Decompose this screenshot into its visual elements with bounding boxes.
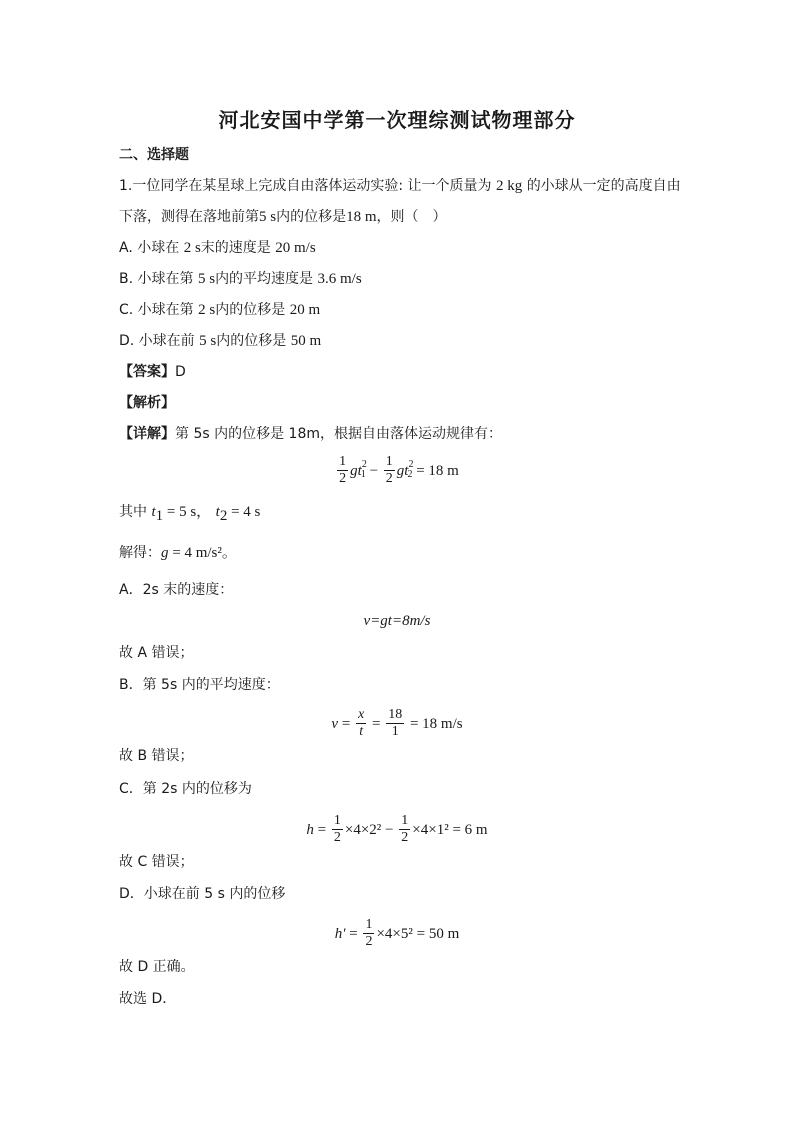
- question-text: 1.一位同学在某星球上完成自由落体运动实验: 让一个质量为: [119, 178, 492, 194]
- solve-value: = 4 m/s²。: [168, 545, 237, 561]
- part-a-label: A．2s 末的速度：: [119, 582, 234, 598]
- exponent: 2: [408, 458, 414, 470]
- option-value: 2 s: [198, 302, 216, 318]
- fraction-half: [332, 813, 343, 846]
- fraction-half: [399, 813, 410, 846]
- formula-part-b: v = $\frac{x}{t}$ = $\frac{18}{1}$ = 18 m/s: [331, 707, 463, 739]
- option-value: 20 m/s: [275, 240, 316, 256]
- fraction-18-over-1: [386, 707, 404, 740]
- value: = 5 s，: [163, 504, 212, 520]
- option-text: 内的平均速度是: [215, 271, 314, 287]
- denominator: 2: [339, 471, 347, 486]
- numerator: 1: [385, 454, 393, 469]
- formula-part-a: v=gt=8m/s: [363, 613, 431, 629]
- option-text: 末的速度是: [200, 240, 271, 256]
- final-answer: 故选 D．: [119, 991, 177, 1007]
- option-value: 3.6 m/s: [317, 271, 362, 287]
- subscript: 1: [155, 507, 164, 524]
- part-b-conclusion: 故 B 错误；: [119, 748, 194, 764]
- formula-term: ×4×2² −: [344, 821, 394, 838]
- part-c-conclusion: 故 C 错误；: [119, 854, 194, 870]
- symbol-t: t: [215, 504, 220, 520]
- numerator: 1: [365, 917, 373, 932]
- option-d: [119, 331, 321, 351]
- formula-rhs: = 18 m/s: [409, 715, 463, 732]
- answer-label: 【答案】: [119, 364, 175, 380]
- question-text: 内的位移是: [276, 209, 347, 225]
- where-text: 其中: [119, 504, 147, 520]
- formula-rhs: = 18 m: [416, 462, 459, 479]
- option-value: 50 m: [290, 333, 322, 349]
- symbol-h-prime: h′: [334, 925, 346, 942]
- fraction-half: [337, 454, 348, 487]
- exponent: 2: [361, 458, 367, 470]
- part-a-conclusion: 故 A 错误；: [119, 645, 194, 661]
- analysis-label: 【解析】: [119, 395, 175, 411]
- displacement-value: 18 m: [346, 209, 377, 225]
- denominator: 2: [333, 830, 341, 845]
- part-d-conclusion: 故 D 正确。: [119, 959, 195, 975]
- subscript: 2: [407, 468, 413, 480]
- question-text: ，则（ ）: [376, 209, 447, 225]
- detail-label: 【详解】: [119, 426, 175, 442]
- formula-part-c: h = $\frac{1}{2}$ ×4×2² − $\frac{1}{2}$ ×4×1² = 6 m: [306, 813, 488, 845]
- mass-value: 2 kg: [495, 178, 523, 194]
- fraction-half: [384, 454, 395, 487]
- symbol-t: t: [151, 504, 156, 520]
- question-text: 下落，测得在落地前第: [119, 209, 259, 225]
- numerator: x: [358, 707, 365, 722]
- symbol-g: g: [161, 545, 169, 561]
- option-value: 5 s: [197, 271, 216, 287]
- fraction-x-over-t: [356, 707, 366, 740]
- detail-line: [119, 424, 502, 444]
- option-text: D. 小球在前: [119, 333, 195, 349]
- where-line: [119, 502, 260, 526]
- numerator: 1: [333, 813, 341, 828]
- option-text: 内的位移是: [215, 302, 286, 318]
- part-c-label: C．第 2s 内的位移为: [119, 781, 252, 797]
- option-value: 5 s: [199, 333, 217, 349]
- detail-text: 第 5s 内的位移是 18m，根据自由落体运动规律有：: [175, 426, 503, 442]
- denominator: 2: [401, 830, 409, 845]
- option-c: [119, 300, 320, 320]
- option-text: A. 小球在: [119, 240, 180, 256]
- minus-sign: −: [369, 462, 379, 479]
- formula-free-fall: [0, 454, 794, 487]
- denominator: 2: [385, 471, 393, 486]
- denominator: 1: [391, 724, 399, 739]
- fraction-half: [363, 917, 374, 950]
- subscript: 2: [219, 507, 228, 524]
- formula-term: ×4×5² = 50 m: [376, 925, 460, 942]
- formula-term: ×4×1² = 6 m: [412, 821, 488, 838]
- numerator: 18: [388, 707, 403, 722]
- answer-value: D: [175, 364, 186, 380]
- answer-line: [119, 362, 186, 382]
- solve-text: 解得：: [119, 545, 161, 561]
- solve-line: [119, 543, 237, 563]
- question-text: 的小球从一定的高度自由: [526, 178, 681, 194]
- symbol-g: g: [396, 462, 405, 479]
- formula-part-d: h′ = $\frac{1}{2}$ ×4×5² = 50 m: [334, 917, 460, 949]
- part-b-label: B．第 5s 内的平均速度：: [119, 677, 280, 693]
- option-value: 20 m: [289, 302, 321, 318]
- denominator: 2: [365, 934, 373, 949]
- symbol-v: v: [331, 715, 339, 732]
- symbol-t: t: [357, 462, 362, 479]
- section-heading: 二、选择题: [119, 147, 189, 163]
- denominator: t: [359, 724, 364, 739]
- option-text: B. 小球在第: [119, 271, 194, 287]
- option-value: 2 s: [183, 240, 201, 256]
- symbol-t: t: [404, 462, 409, 479]
- subscript: 1: [360, 468, 366, 480]
- page-title: 河北安国中学第一次理综测试物理部分: [218, 108, 576, 132]
- question-line-2: [119, 207, 447, 227]
- option-text: 内的位移是: [216, 333, 287, 349]
- option-b: [119, 269, 362, 289]
- option-text: C. 小球在第: [119, 302, 194, 318]
- symbol-h: h: [306, 821, 314, 838]
- value: = 4 s: [227, 504, 261, 520]
- part-d-label: D．小球在前 5 s 内的位移: [119, 886, 286, 902]
- symbol-g: g: [350, 462, 358, 479]
- numerator: 1: [339, 454, 347, 469]
- option-a: [119, 238, 316, 258]
- numerator: 1: [401, 813, 409, 828]
- time-value: 5 s: [259, 209, 277, 225]
- question-line-1: [119, 176, 681, 196]
